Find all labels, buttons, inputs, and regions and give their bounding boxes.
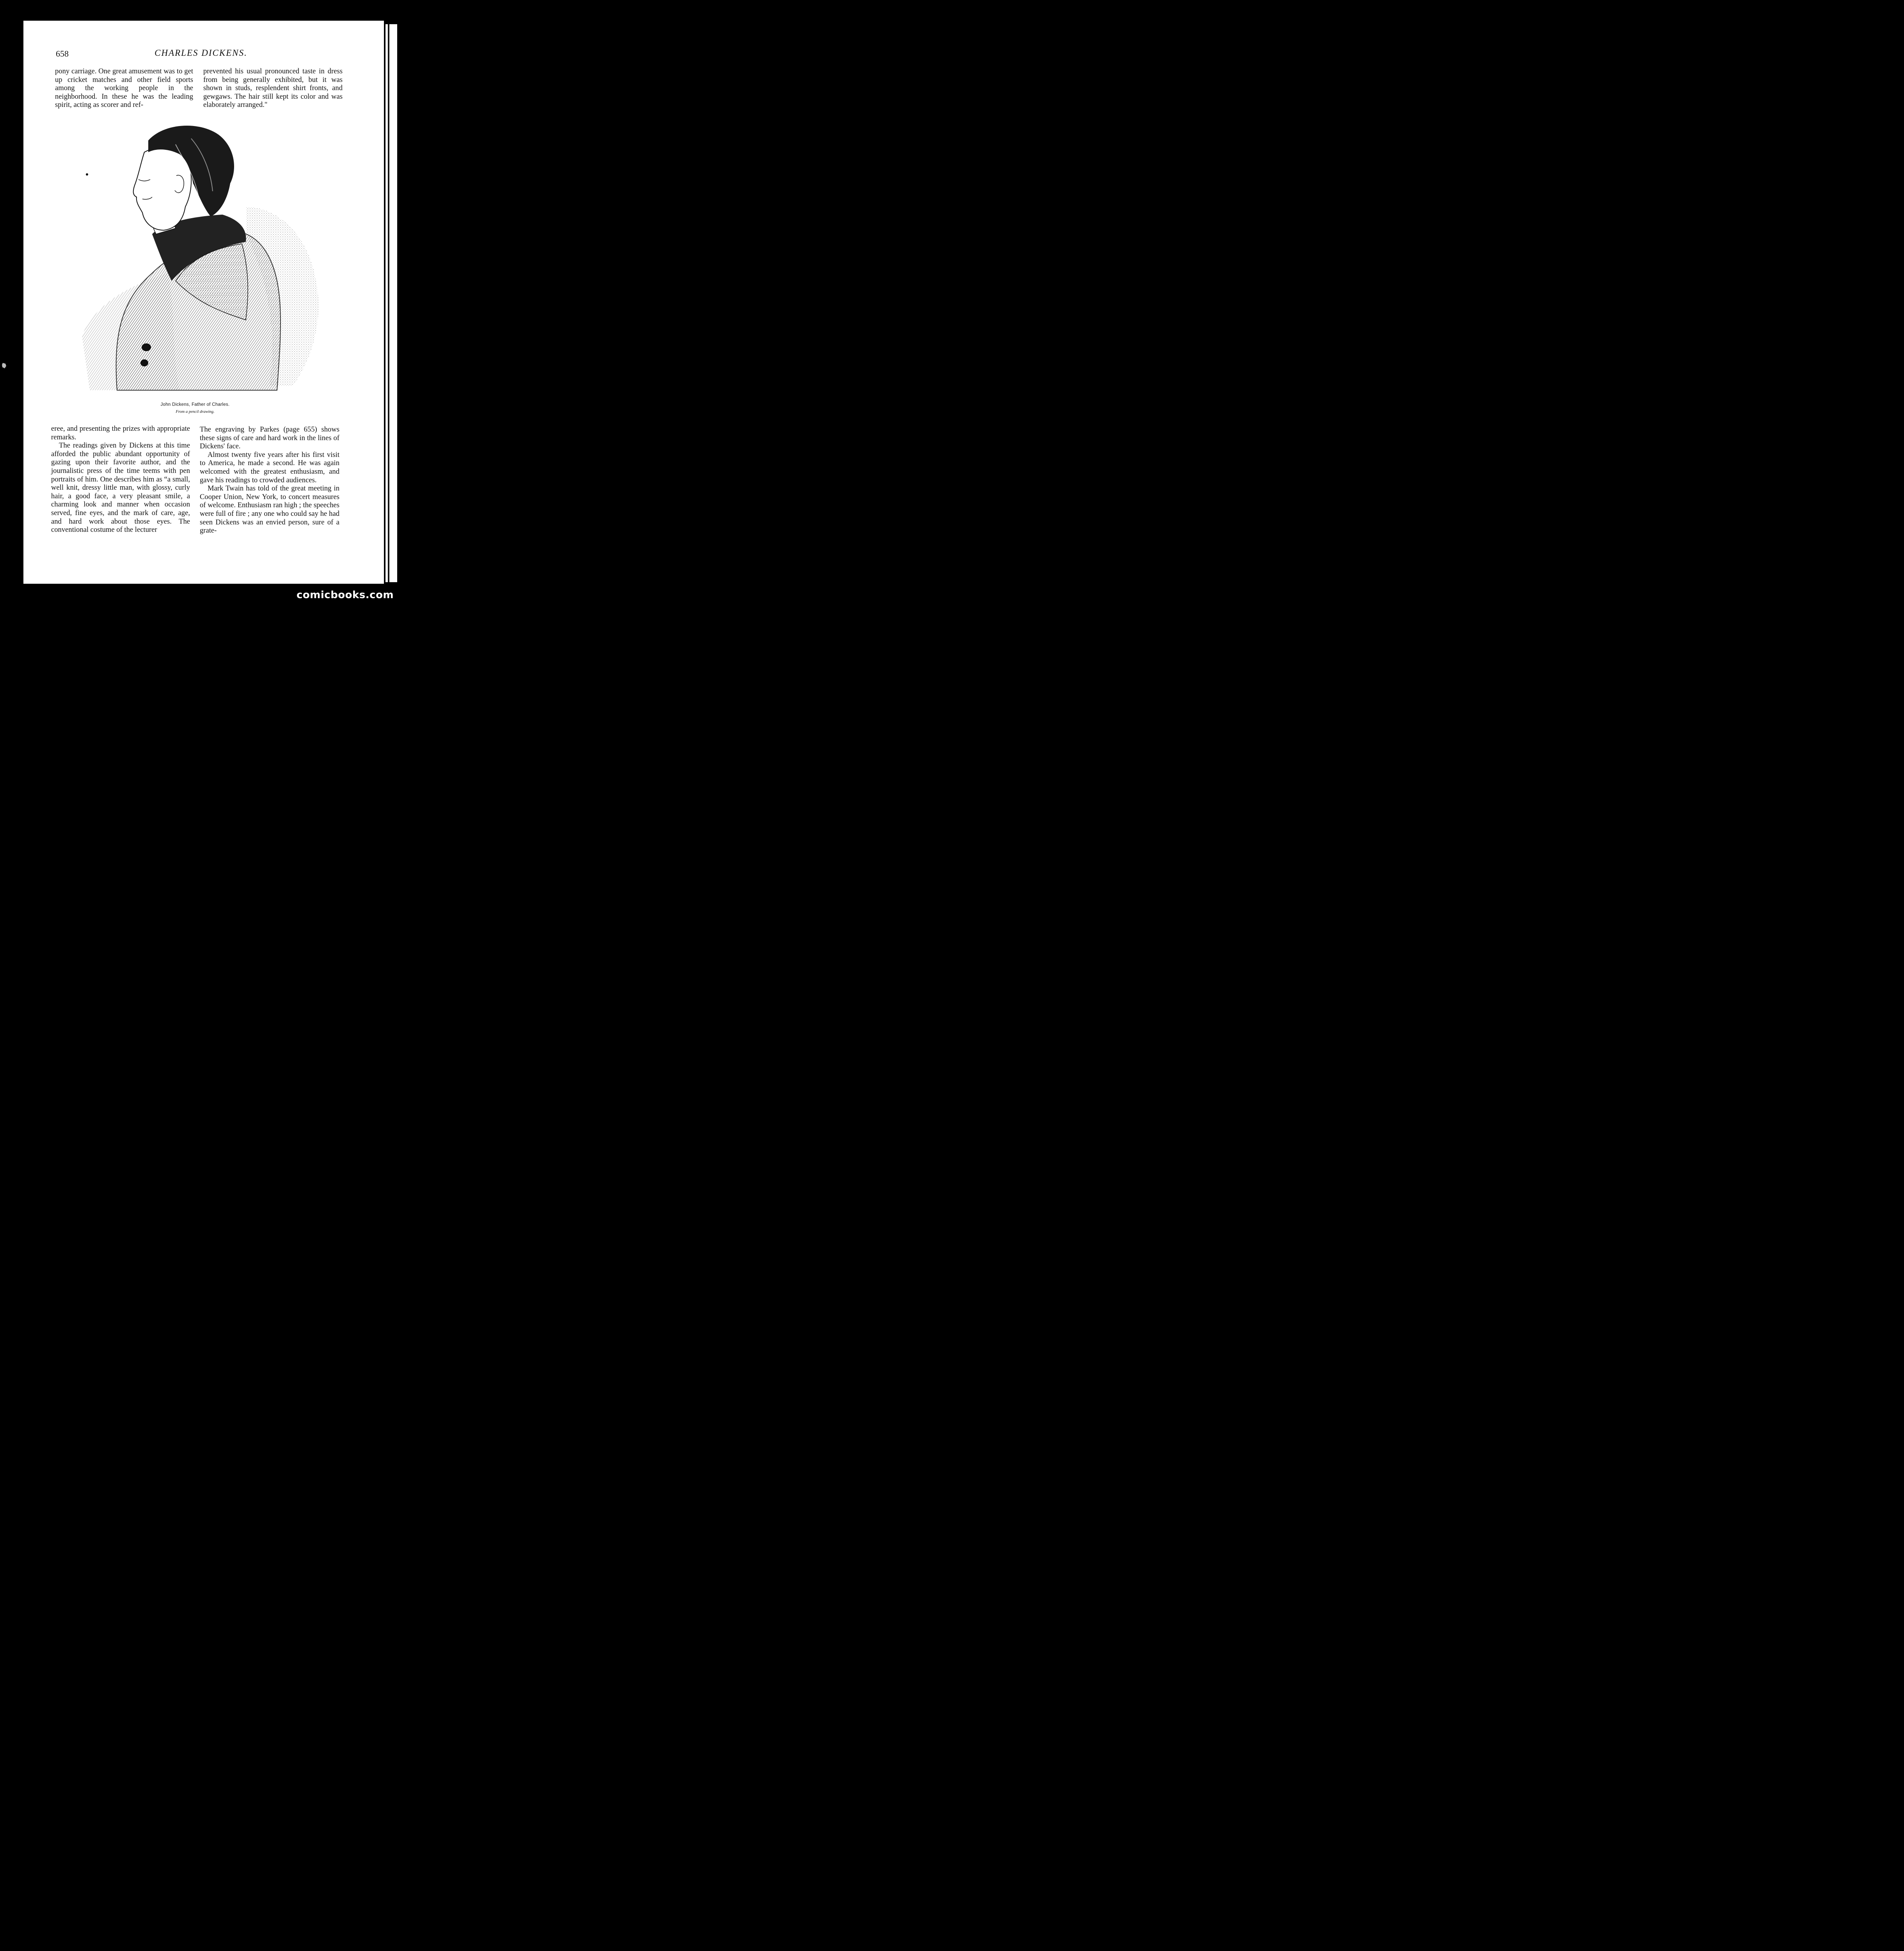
paragraph: pony carriage. One great amusement was to get up cricket matches and other field sports among the working people in the neighborhood. In these he was the leading spirit, acting as scorer and ref-	[55, 67, 193, 109]
scan-smudge	[2, 362, 7, 369]
illustration-credit: From a pencil drawing.	[176, 410, 215, 414]
paragraph: Almost twenty five years after his first visit to America, he made a second. He was again welcomed with the greatest enthusiasm, and gave his readings to crowded audiences.	[200, 450, 339, 484]
site-watermark: comicbooks.com	[297, 589, 394, 601]
paragraph: prevented his usual pronounced taste in dress from being generally exhibited, but it was shown in studs, resplendent shirt fronts, and gewgaws. The hair still kept its color and was elaborately arranged."	[203, 67, 343, 109]
text-column-bottom-left	[51, 425, 190, 534]
text-column-bottom-right	[200, 425, 339, 535]
paragraph: The engraving by Parkes (page 655) shows these signs of care and hard work in the lines of Dickens' face.	[200, 425, 339, 451]
running-title: CHARLES DICKENS.	[155, 48, 247, 58]
text-column-top-left	[55, 67, 193, 109]
text-column-top-right	[203, 67, 343, 109]
paragraph: Mark Twain has told of the great meeting in Cooper Union, New York, to concert measures of welcome. Enthusiasm ran high ; the speeches were full of fire ; any one who could say he had seen Dickens was an envied person, sure of a grate-	[200, 484, 339, 535]
illustration-caption: John Dickens, Father of Charles.	[160, 402, 230, 407]
page-number: 658	[56, 49, 69, 59]
paragraph: The readings given by Dickens at this time afforded the public abundant opportunity of gazing upon their favorite author, and the journalistic press of the time teems with pen portraits of him. One describes him as “a small, well knit, dressy little man, with glossy, curly hair, a good face, a very pleasant smile, a charming look and manner when occasion served, fine eyes, and the mark of care, age, and hard work about those eyes. The conventional costume of the lecturer	[51, 441, 190, 534]
page-gutter-line	[388, 24, 389, 582]
paragraph: eree, and presenting the prizes with appropriate remarks.	[51, 425, 190, 441]
adjacent-page-edge	[385, 24, 397, 582]
portrait-illustration	[74, 117, 328, 396]
